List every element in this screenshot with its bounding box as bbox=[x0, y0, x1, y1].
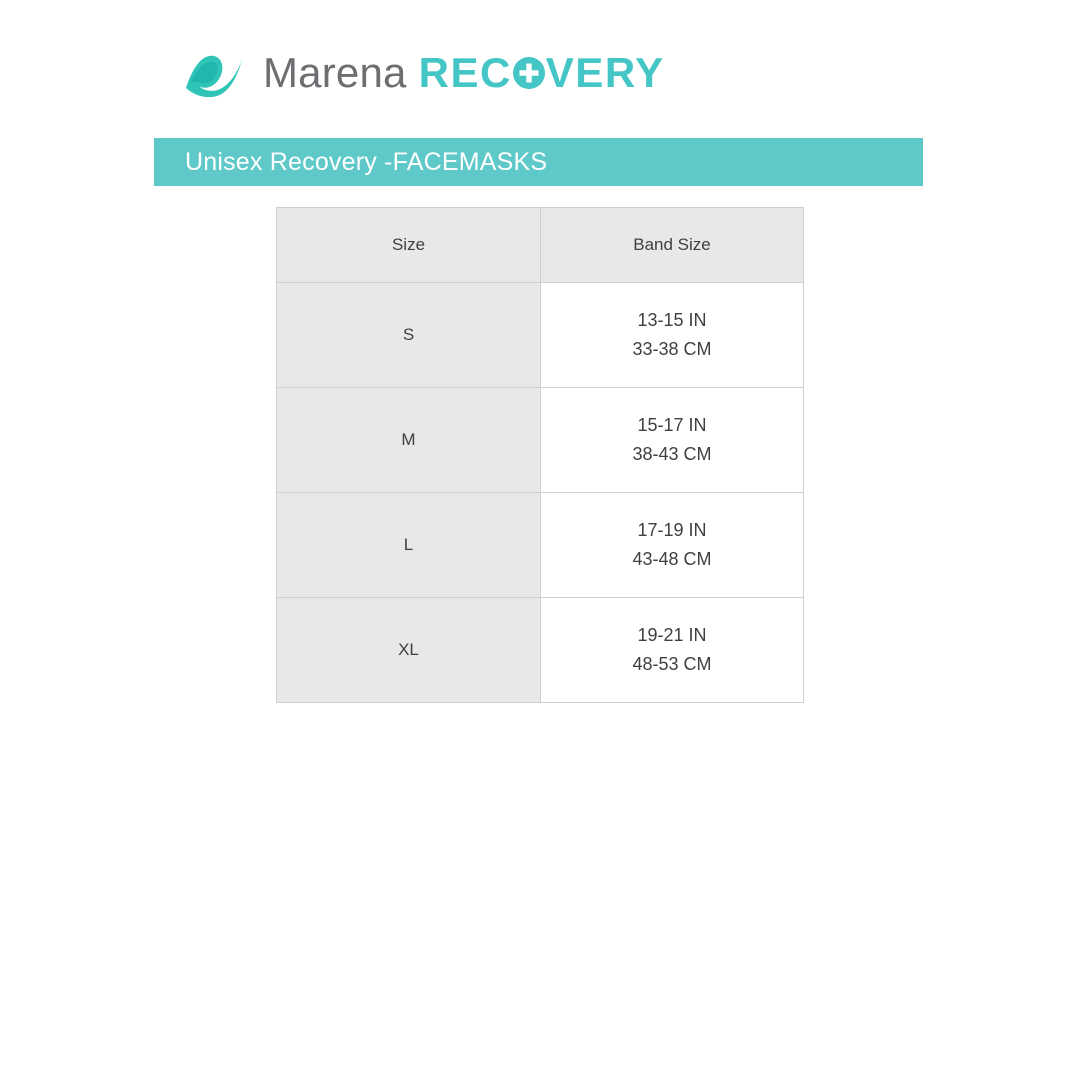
cell-size: XL bbox=[277, 598, 541, 703]
table-row bbox=[277, 388, 804, 493]
cell-band-size bbox=[541, 388, 804, 493]
brand-word-recovery bbox=[419, 49, 665, 97]
cell-band-size bbox=[541, 493, 804, 598]
table-row bbox=[277, 283, 804, 388]
plus-cross-icon bbox=[512, 56, 546, 90]
column-header-band-size: Band Size bbox=[541, 208, 804, 283]
band-size-cm: 38-43 CM bbox=[632, 444, 712, 464]
cell-size: S bbox=[277, 283, 541, 388]
cell-band-size bbox=[541, 598, 804, 703]
cell-size: M bbox=[277, 388, 541, 493]
band-size-inches: 19-21 IN bbox=[637, 625, 707, 646]
column-header-size: Size bbox=[277, 208, 541, 283]
table-row bbox=[277, 598, 804, 703]
band-size-inches: 15-17 IN bbox=[637, 415, 707, 436]
brand-word-marena: Marena bbox=[263, 49, 407, 96]
band-size-inches: 17-19 IN bbox=[637, 520, 707, 541]
brand-word-recovery-pre: REC bbox=[418, 49, 512, 96]
brand-word-recovery-post: VERY bbox=[545, 49, 665, 96]
band-size-cm: 33-38 CM bbox=[632, 339, 712, 359]
page-title: Unisex Recovery -FACEMASKS bbox=[185, 147, 548, 176]
table-header-row bbox=[277, 208, 804, 283]
band-size-inches: 13-15 IN bbox=[637, 310, 707, 331]
band-size-cm: 48-53 CM bbox=[632, 654, 712, 674]
section-title-banner bbox=[154, 138, 923, 186]
marena-swoosh-icon bbox=[183, 48, 249, 98]
cell-size: L bbox=[277, 493, 541, 598]
size-chart-table bbox=[276, 207, 804, 703]
brand-wordmark bbox=[263, 49, 665, 97]
band-size-cm: 43-48 CM bbox=[632, 549, 712, 569]
brand-logo bbox=[183, 48, 665, 98]
cell-band-size bbox=[541, 283, 804, 388]
table-row bbox=[277, 493, 804, 598]
